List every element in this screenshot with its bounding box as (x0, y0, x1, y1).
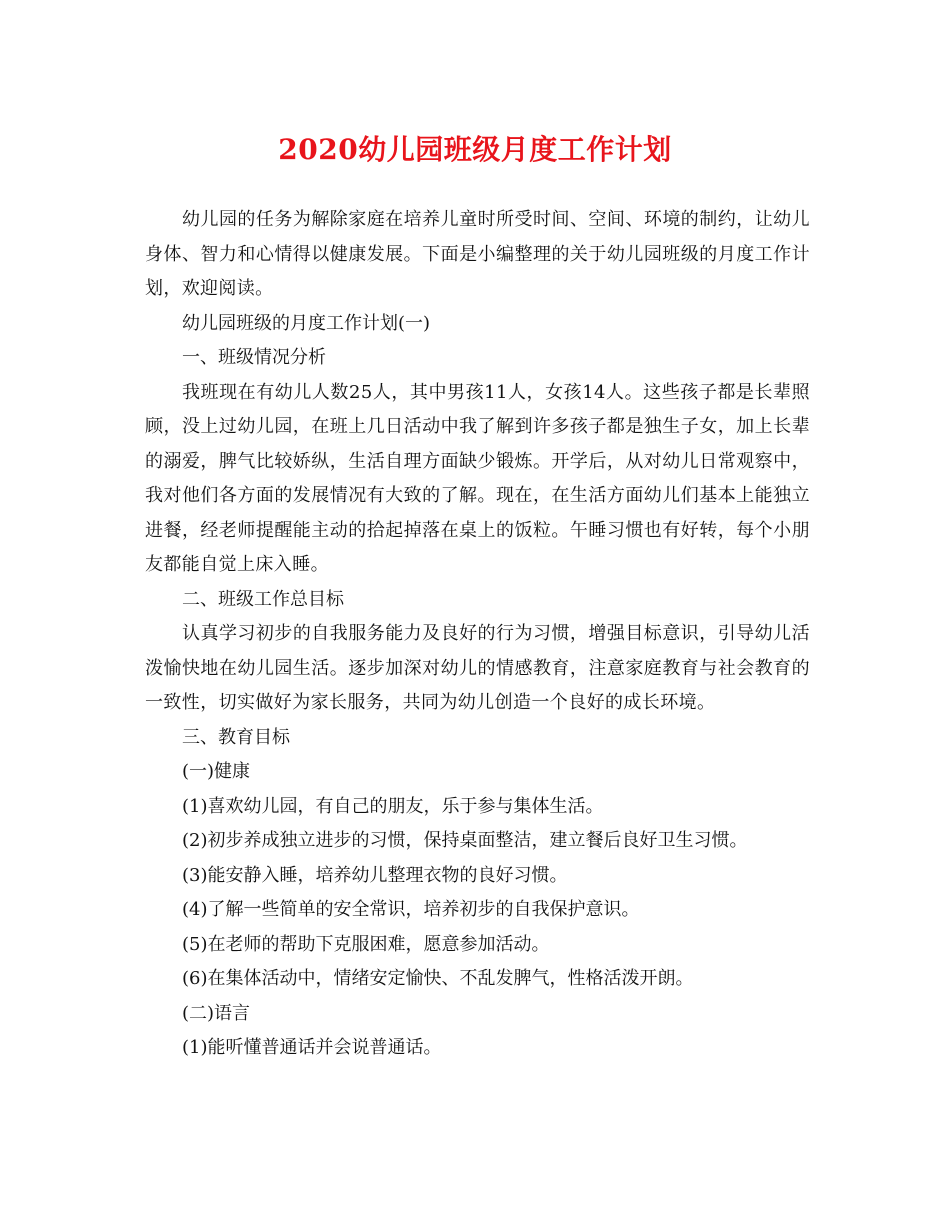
document-body (145, 203, 810, 1066)
health-item: (4)了解一些简单的安全常识，培养初步的自我保护意识。 (182, 899, 640, 920)
section-heading-class-analysis: 一、班级情况分析 (182, 347, 326, 368)
health-item: (1)喜欢幼儿园，有自己的朋友，乐于参与集体生活。 (182, 795, 604, 817)
section-heading-overall-goal: 二、班级工作总目标 (182, 588, 344, 610)
health-item: (5)在老师的帮助下克服困难，愿意参加活动。 (182, 933, 550, 955)
overall-goal-paragraph: 认真学习初步的自我服务能力及良好的行为习惯，增强目标意识，引导幼儿活泼愉快地在幼儿园生活。逐步加深对幼儿的情感教育，注意家庭教育与社会教育的一致性，切实做好为家长服务，共同为幼儿创造一个良好的成长环境。 (145, 623, 810, 713)
class-analysis-paragraph: 我班现在有幼儿人数25人，其中男孩11人，女孩14人。这些孩子都是长辈照顾，没上过幼儿园，在班上几日活动中我了解到许多孩子都是独生子女，加上长辈的溺爱，脾气比较娇纵，生活自理方面缺少锻炼。开学后，从对幼儿日常观察中，我对他们各方面的发展情况有大致的了解。现在，在生活方面幼儿们基本上能独立进餐，经老师提醒能主动的拾起掉落在桌上的饭粒。午睡习惯也有好转，每个小朋友都能自觉上床入睡。 (145, 381, 810, 575)
section-heading-education-goals: 三、教育目标 (182, 726, 290, 748)
health-item: (6)在集体活动中，情绪安定愉快、不乱发脾气，性格活泼开朗。 (182, 968, 694, 989)
plan-subtitle: 幼儿园班级的月度工作计划(一) (182, 312, 431, 334)
intro-paragraph: 幼儿园的任务为解除家庭在培养儿童时所受时间、空间、环境的制约，让幼儿身体、智力和心情得以健康发展。下面是小编整理的关于幼儿园班级的月度工作计划，欢迎阅读。 (145, 209, 810, 299)
subsection-heading-health: (一)健康 (182, 761, 251, 782)
health-item: (3)能安静入睡，培养幼儿整理衣物的良好习惯。 (182, 864, 568, 886)
language-item: (1)能听懂普通话并会说普通话。 (182, 1037, 442, 1058)
subsection-heading-language: (二)语言 (182, 1002, 251, 1024)
health-item: (2)初步养成独立进步的习惯，保持桌面整洁，建立餐后良好卫生习惯。 (182, 830, 748, 851)
document-title: 2020幼儿园班级月度工作计划 (278, 133, 672, 166)
